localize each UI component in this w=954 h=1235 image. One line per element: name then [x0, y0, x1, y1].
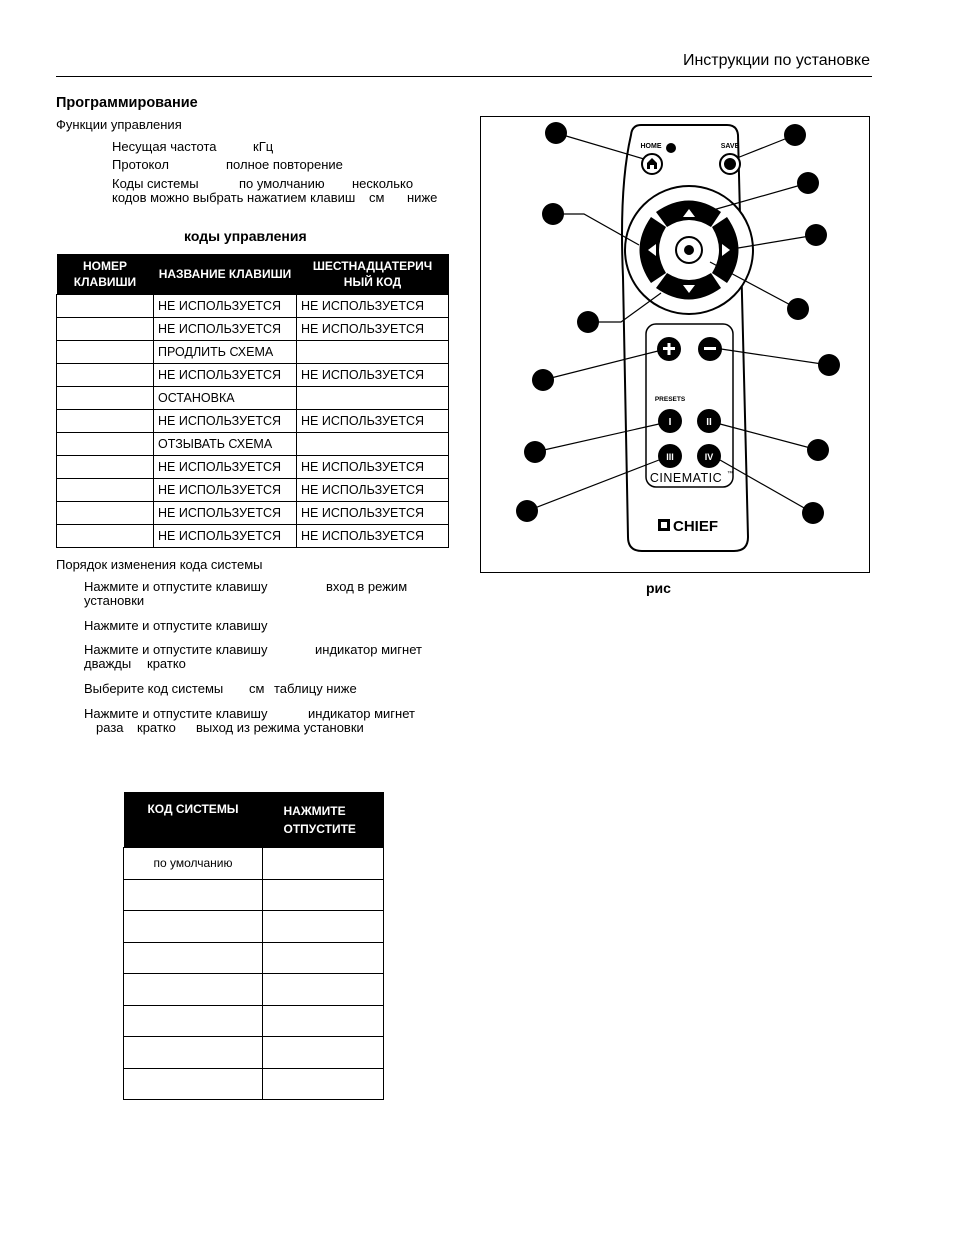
- presets-label: PRESETS: [654, 396, 686, 403]
- procedure-step-1-note: вход в режим: [326, 579, 408, 594]
- table-row: [57, 456, 449, 479]
- table-cell: НЕ ИСПОЛЬЗУЕТСЯ: [297, 456, 449, 479]
- system-codes-below: ниже: [407, 190, 438, 205]
- table-row: [124, 1037, 384, 1069]
- procedure-step-1: Нажмите и отпустите клавишу: [84, 579, 268, 594]
- table-cell: [263, 848, 384, 880]
- table-row: [57, 479, 449, 502]
- save-label: SAVE: [720, 143, 740, 150]
- system-codes-several: несколько: [352, 176, 414, 191]
- table-cell: НЕ ИСПОЛЬЗУЕТСЯ: [154, 525, 297, 548]
- table-cell: НЕ ИСПОЛЬЗУЕТСЯ: [297, 525, 449, 548]
- table-cell: [263, 1005, 384, 1037]
- table-cell: по умолчанию: [124, 848, 263, 880]
- table-cell: [57, 433, 154, 456]
- table-cell: НЕ ИСПОЛЬЗУЕТСЯ: [297, 410, 449, 433]
- procedure-step-2: Нажмите и отпустите клавишу: [84, 618, 268, 633]
- table-row: [57, 387, 449, 410]
- table-row: [57, 525, 449, 548]
- table-cell: [57, 387, 154, 410]
- procedure-step-1-note-cont: установки: [84, 593, 145, 608]
- table-header-row: [124, 792, 384, 848]
- table-cell: [57, 341, 154, 364]
- table-cell: НЕ ИСПОЛЬЗУЕТСЯ: [154, 456, 297, 479]
- table-row: [124, 879, 384, 911]
- procedure-step-3-note: индикатор мигнет: [315, 642, 422, 657]
- procedure-step-5-exit: выход из режима установки: [196, 720, 364, 735]
- table-row: [57, 341, 449, 364]
- procedure-step-3: Нажмите и отпустите клавишу: [84, 642, 268, 657]
- table-cell: [124, 1037, 263, 1069]
- procedure-step-3-twice: дважды: [84, 656, 132, 671]
- protocol-label: Протокол: [112, 157, 169, 172]
- table-cell: НЕ ИСПОЛЬЗУЕТСЯ: [154, 364, 297, 387]
- table-row: [57, 295, 449, 318]
- procedure-step-3-briefly: кратко: [147, 656, 186, 671]
- table-cell: [124, 911, 263, 943]
- system-codes-default: по умолчанию: [239, 176, 325, 191]
- table-cell: НЕ ИСПОЛЬЗУЕТСЯ: [297, 318, 449, 341]
- indicator-led: [666, 143, 676, 153]
- chief-logo: CHIEF: [673, 518, 718, 535]
- protocol-value: полное повторение: [226, 157, 343, 172]
- control-codes-table: [56, 254, 449, 548]
- table-row: [57, 364, 449, 387]
- procedure-step-5-times: раза: [96, 720, 124, 735]
- table-cell: [297, 433, 449, 456]
- preset-1-label: I: [668, 417, 672, 428]
- column-header-hex-code: ШЕСТНАДЦАТЕРИЧ НЫЙ КОД: [297, 254, 449, 295]
- table-cell: [263, 974, 384, 1006]
- table-cell: [57, 410, 154, 433]
- procedure-step-5: Нажмите и отпустите клавишу: [84, 706, 268, 721]
- table-row: [57, 318, 449, 341]
- table-cell: [263, 879, 384, 911]
- preset-4-label: IV: [704, 452, 714, 462]
- table-cell: ОСТАНОВКА: [154, 387, 297, 410]
- table-cell: НЕ ИСПОЛЬЗУЕТСЯ: [154, 479, 297, 502]
- table-cell: [263, 1068, 384, 1100]
- table-cell: [263, 1037, 384, 1069]
- header-title: Инструкции по установке: [682, 52, 870, 69]
- section-subtitle: Функции управления: [56, 117, 182, 132]
- table-row: [124, 942, 384, 974]
- trademark-symbol: ™: [727, 471, 733, 477]
- table-cell: НЕ ИСПОЛЬЗУЕТСЯ: [154, 502, 297, 525]
- table-row: [124, 1068, 384, 1100]
- table-cell: [57, 502, 154, 525]
- table-cell: [124, 879, 263, 911]
- table-row: [124, 911, 384, 943]
- table-cell: [57, 456, 154, 479]
- carrier-frequency-unit: кГц: [253, 139, 274, 154]
- procedure-step-4: Выберите код системы: [84, 681, 224, 696]
- table-row: [57, 502, 449, 525]
- procedure-title: Порядок изменения кода системы: [56, 557, 263, 572]
- table-row: [57, 433, 449, 456]
- section-title: Программирование: [56, 95, 198, 111]
- table-cell: [124, 1005, 263, 1037]
- column-header-key-name: НАЗВАНИЕ КЛАВИШИ: [154, 254, 297, 295]
- table-cell: [57, 295, 154, 318]
- table-cell: НЕ ИСПОЛЬЗУЕТСЯ: [154, 318, 297, 341]
- table-cell: [57, 318, 154, 341]
- table-cell: [57, 479, 154, 502]
- procedure-step-5-briefly: кратко: [137, 720, 176, 735]
- remote-figure: [480, 116, 870, 573]
- home-label: HOME: [640, 143, 662, 150]
- table-cell: НЕ ИСПОЛЬЗУЕТСЯ: [154, 295, 297, 318]
- table-cell: [297, 387, 449, 410]
- preset-2-label: II: [706, 417, 712, 428]
- table-cell: [57, 525, 154, 548]
- procedure-step-4-table: таблицу ниже: [274, 681, 357, 696]
- table-cell: НЕ ИСПОЛЬЗУЕТСЯ: [297, 502, 449, 525]
- cinematic-logo: CINEMATIC: [649, 471, 723, 485]
- header-divider: [56, 76, 872, 77]
- table-cell: НЕ ИСПОЛЬЗУЕТСЯ: [154, 410, 297, 433]
- table-cell: [263, 942, 384, 974]
- table-cell: НЕ ИСПОЛЬЗУЕТСЯ: [297, 364, 449, 387]
- carrier-frequency-label: Несущая частота: [112, 139, 217, 154]
- system-codes-label: Коды системы: [112, 176, 199, 191]
- system-codes-see: см: [369, 190, 385, 205]
- table-cell: НЕ ИСПОЛЬЗУЕТСЯ: [297, 479, 449, 502]
- remote-illustration: [481, 117, 869, 572]
- table-header-row: [57, 254, 449, 295]
- table-cell: [124, 974, 263, 1006]
- table-row: [57, 410, 449, 433]
- column-header-system-code: КОД СИСТЕМЫ: [124, 792, 263, 848]
- table-row: [124, 1005, 384, 1037]
- table-cell: НЕ ИСПОЛЬЗУЕТСЯ: [297, 295, 449, 318]
- table-row: [124, 974, 384, 1006]
- table-cell: [124, 942, 263, 974]
- table-cell: [124, 1068, 263, 1100]
- table-cell: ОТЗЫВАТЬ СХЕМА: [154, 433, 297, 456]
- codes-table-caption: коды управления: [184, 228, 307, 244]
- column-header-key-number: НОМЕР КЛАВИШИ: [57, 254, 154, 295]
- procedure-step-5-note: индикатор мигнет: [308, 706, 415, 721]
- table-cell: ПРОДЛИТЬ СХЕМА: [154, 341, 297, 364]
- table-cell: [297, 341, 449, 364]
- column-header-press-release: НАЖМИТЕ ОТПУСТИТЕ: [263, 792, 384, 848]
- procedure-step-4-see: см: [249, 681, 265, 696]
- system-codes-line2: кодов можно выбрать нажатием клавиш: [112, 190, 356, 205]
- table-cell: [263, 911, 384, 943]
- minus-icon: [704, 347, 716, 350]
- table-row: [124, 848, 384, 880]
- table-cell: [57, 364, 154, 387]
- system-code-table: [123, 792, 384, 1100]
- figure-caption: рис: [646, 580, 671, 596]
- preset-3-label: III: [666, 452, 674, 462]
